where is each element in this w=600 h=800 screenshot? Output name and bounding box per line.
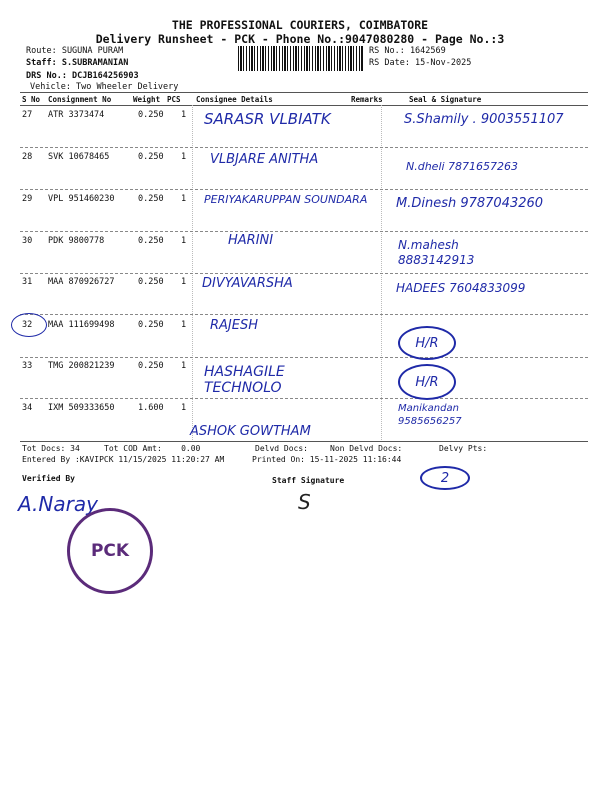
verified-by-label: Verified By <box>22 474 75 483</box>
handwritten-signature: Manikandan 9585656257 <box>398 403 462 427</box>
row-pcs: 1 <box>181 361 187 371</box>
staff-signature: S <box>298 490 311 514</box>
verifier-signature: A.Naray <box>18 492 98 516</box>
row-weight: 0.250 <box>138 110 164 120</box>
handwritten-signature: N.dheli 7871657263 <box>406 160 519 173</box>
staff-signature-label: Staff Signature <box>272 476 345 485</box>
row-separator <box>20 147 588 148</box>
row-pcs: 1 <box>181 277 187 287</box>
handwritten-consignee: DIVYAVARSHA <box>202 276 293 291</box>
handwritten-signature: S.Shamily . 9003551107 <box>404 112 564 127</box>
handwritten-consignee: SARASR VLBIATK <box>204 110 331 128</box>
handwritten-consignee: ASHOK GOWTHAM <box>190 424 311 439</box>
delvy-pts-oval <box>420 466 470 490</box>
delvy-pts: Delvy Pts: <box>439 444 488 453</box>
col-consignee: Consignee Details <box>196 95 273 104</box>
row-weight: 0.250 <box>138 236 164 246</box>
row-pcs: 1 <box>181 194 187 204</box>
row-pcs: 1 <box>181 320 187 330</box>
row-separator <box>20 189 588 190</box>
row-cno: ATR 3373474 <box>48 110 105 120</box>
row-cno: IXM 509333650 <box>48 403 115 413</box>
non-delvd-docs: Non Delvd Docs: <box>330 444 403 453</box>
col-weight: Weight <box>133 95 161 104</box>
rs-date: RS Date: 15-Nov-2025 <box>369 58 472 68</box>
hr-oval-mark <box>398 326 456 360</box>
handwritten-consignee: PERIYAKARUPPAN SOUNDARA <box>204 193 368 206</box>
row-separator <box>20 398 588 399</box>
row-weight: 1.600 <box>138 403 164 413</box>
tot-cod-amt: Tot COD Amt: 0.00 <box>104 444 201 453</box>
row-sno: 29 <box>22 194 33 204</box>
handwritten-consignee: VLBJARE ANITHA <box>210 152 319 167</box>
handwritten-signature: N.mahesh 8883142913 <box>398 238 475 267</box>
staff-label: Staff: S.SUBRAMANIAN <box>26 58 129 68</box>
row-pcs: 1 <box>181 152 187 162</box>
runsheet-title: Delivery Runsheet - PCK - Phone No.:9047080280 - Page No.:3 <box>95 32 505 46</box>
row-pcs: 1 <box>181 403 187 413</box>
row-cno: SVK 10678465 <box>48 152 110 162</box>
rs-number: RS No.: 1642569 <box>369 46 446 56</box>
row-separator <box>20 357 588 358</box>
printed-on: Printed On: 15-11-2025 11:16:44 <box>252 455 402 464</box>
circle-mark <box>11 313 47 337</box>
row-weight: 0.250 <box>138 320 164 330</box>
handwritten-consignee: HARINI <box>228 233 274 248</box>
entered-by: Entered By :KAVIPCK 11/15/2025 11:20:27 AM <box>22 455 225 464</box>
drs-number: DRS No.: DCJB164256903 <box>26 71 139 81</box>
row-cno: TMG 200821239 <box>48 361 115 371</box>
row-cno: PDK 9800778 <box>48 236 105 246</box>
row-sno: 27 <box>22 110 33 120</box>
row-separator <box>20 273 588 274</box>
col-consignment: Consignment No <box>48 95 112 104</box>
row-sno: 33 <box>22 361 33 371</box>
tot-docs: Tot Docs: 34 <box>22 444 80 453</box>
row-sno: 31 <box>22 277 33 287</box>
row-weight: 0.250 <box>138 277 164 287</box>
row-sno: 32 <box>22 320 33 330</box>
col-seal: Seal & Signature <box>409 95 482 104</box>
row-sno: 34 <box>22 403 33 413</box>
row-sno: 30 <box>22 236 33 246</box>
handwritten-consignee: RAJESH <box>210 318 259 333</box>
col-remarks: Remarks <box>351 95 383 104</box>
row-pcs: 1 <box>181 110 187 120</box>
row-weight: 0.250 <box>138 194 164 204</box>
row-separator <box>20 231 588 232</box>
pck-stamp: PCK <box>67 508 153 594</box>
hr-oval-mark <box>398 364 456 400</box>
row-cno: MAA 111699498 <box>48 320 115 330</box>
row-cno: VPL 951460230 <box>48 194 115 204</box>
row-sno: 28 <box>22 152 33 162</box>
route-label: Route: SUGUNA PURAM <box>26 46 124 56</box>
header-rule-bottom <box>20 105 588 106</box>
handwritten-signature: H/R <box>415 374 439 390</box>
handwritten-signature: H/R <box>415 335 439 351</box>
handwritten-signature: M.Dinesh 9787043260 <box>396 196 544 211</box>
company-name: THE PROFESSIONAL COURIERS, COIMBATORE <box>171 18 429 32</box>
handwritten-count: 2 <box>440 470 450 486</box>
col-pcs: PCS <box>167 95 181 104</box>
row-weight: 0.250 <box>138 361 164 371</box>
row-separator <box>20 314 588 315</box>
delvd-docs: Delvd Docs: <box>255 444 308 453</box>
row-cno: MAA 870926727 <box>48 277 115 287</box>
vehicle-label: Vehicle: Two Wheeler Delivery <box>30 82 179 92</box>
row-pcs: 1 <box>181 236 187 246</box>
barcode <box>238 46 364 71</box>
col-sno: S No <box>22 95 41 104</box>
handwritten-signature: HADEES 7604833099 <box>396 281 526 295</box>
footer-rule <box>20 441 588 442</box>
header-rule-top <box>20 92 588 93</box>
row-weight: 0.250 <box>138 152 164 162</box>
handwritten-consignee: HASHAGILE TECHNOLO <box>204 364 285 396</box>
